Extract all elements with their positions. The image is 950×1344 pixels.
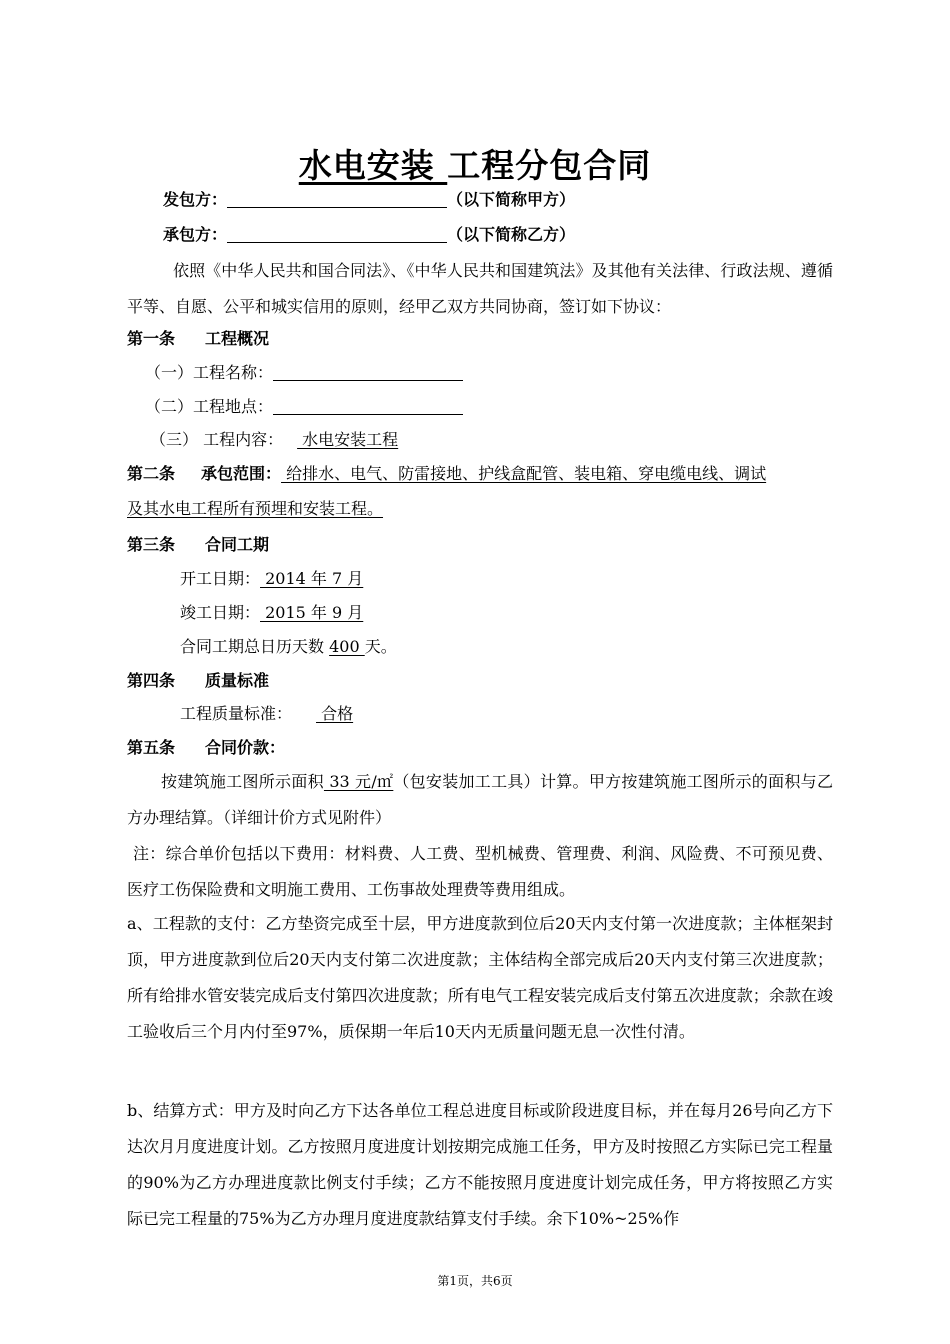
- article1-title: 工程概况: [205, 329, 270, 348]
- project-site-label: （二）工程地点：: [145, 397, 274, 416]
- price-text-a: 按建筑施工图所示面积: [161, 772, 324, 791]
- settlement-clause-b: b、结算方式：甲方及时向乙方下达各单位工程总进度目标或阶段进度目标，并在每月26号向乙方下达次月月度进度计划。乙方按照月度进度计划按期完成施工任务，甲方及时按照乙方实际已完工程量的90%为乙方办理进度款比例支付手续；乙方不能按照月度进度计划完成任务，甲方将按照乙方实际已完工程量的75%为乙方办理月度进度款结算支付手续。余下10%~25%作: [127, 1101, 833, 1228]
- project-name-label: （一）工程名称：: [145, 363, 274, 382]
- project-site-blank[interactable]: [273, 398, 463, 415]
- employer-note: （以下简称甲方）: [447, 190, 576, 209]
- contractor-note: （以下简称乙方）: [447, 225, 576, 244]
- project-name-line: [145, 363, 463, 383]
- contractor-blank[interactable]: [227, 226, 447, 243]
- price-note: 注：综合单价包括以下费用：材料费、人工费、型机械费、管理费、利润、风险费、不可预见费、医疗工伤保险费和文明施工费用、工伤事故处理费等费用组成。: [127, 844, 833, 899]
- article1-number: 第一条: [127, 329, 176, 348]
- article4-heading: [127, 671, 269, 691]
- employer-label: 发包方：: [163, 190, 228, 209]
- article2-title: 承包范围：: [201, 464, 282, 483]
- project-content-line: [150, 430, 398, 450]
- employer-blank[interactable]: [227, 191, 447, 208]
- price-paragraph: [127, 764, 833, 836]
- document-title: [0, 140, 950, 187]
- price-text-b: （包安装加工工具）计算。甲方按建筑施工图所示的面积与乙方办理结算。（详细计价方式见附件）: [127, 772, 833, 827]
- contractor-line: [163, 225, 575, 245]
- intro-paragraph: 依照《中华人民共和国合同法》、《中华人民共和国建筑法》及其他有关法律、行政法规、遵循平等、自愿、公平和城实信用的原则，经甲乙双方共同协商，签订如下协议：: [127, 261, 833, 316]
- article3-heading: [127, 535, 269, 555]
- end-date-value: 2015 年 9 月: [260, 603, 364, 622]
- total-days-label: 合同工期总日历天数: [180, 637, 330, 656]
- quality-label: 工程质量标准：: [180, 704, 293, 723]
- start-date-value: 2014 年 7 月: [260, 569, 364, 588]
- employer-line: [163, 190, 575, 210]
- article3-title: 合同工期: [205, 535, 270, 554]
- total-days-line: [180, 637, 397, 657]
- article5-number: 第五条: [127, 738, 176, 757]
- article5-heading: [127, 738, 285, 758]
- total-days-value: 400: [329, 637, 365, 656]
- title-underlined: 水电安装: [298, 146, 448, 185]
- unit-price: 33 元/㎡: [323, 772, 394, 791]
- project-name-blank[interactable]: [273, 364, 463, 381]
- article3-number: 第三条: [127, 535, 176, 554]
- end-date-label: 竣工日期：: [180, 603, 261, 622]
- page-footer: 第1页，共6页: [437, 1274, 513, 1288]
- project-site-line: [145, 397, 463, 417]
- contractor-label: 承包方：: [163, 225, 228, 244]
- article1-heading: [127, 329, 269, 349]
- project-content-label: （三） 工程内容：: [150, 430, 284, 449]
- article5-title: 合同价款：: [205, 738, 286, 757]
- start-date-line: [180, 569, 363, 589]
- scope-line1: 给排水、电气、防雷接地、护线盒配管、装电箱、穿电缆电线、调试: [281, 464, 767, 483]
- article4-number: 第四条: [127, 671, 176, 690]
- start-date-label: 开工日期：: [180, 569, 261, 588]
- title-rest: 工程分包合同: [447, 146, 652, 185]
- article2-line1: [127, 464, 833, 484]
- scope-line2: 及其水电工程所有预埋和安装工程。: [127, 499, 384, 518]
- project-content-value: 水电安装工程: [297, 430, 399, 449]
- quality-line: [180, 704, 353, 724]
- article2-number: 第二条: [127, 464, 176, 483]
- article4-title: 质量标准: [205, 671, 270, 690]
- total-days-unit: 天。: [364, 637, 397, 656]
- quality-value: 合格: [316, 704, 354, 723]
- end-date-line: [180, 603, 363, 623]
- payment-clause-a: a、工程款的支付：乙方垫资完成至十层，甲方进度款到位后20天内支付第一次进度款；主体框架封顶，甲方进度款到位后20天内支付第二次进度款；主体结构全部完成后20天内支付第三次进度款；所有给排水管安装完成后支付第四次进度款；所有电气工程安装完成后支付第五次进度款；余款在竣工验收后三个月内付至97%，质保期一年后10天内无质量问题无息一次性付清。: [127, 914, 833, 1041]
